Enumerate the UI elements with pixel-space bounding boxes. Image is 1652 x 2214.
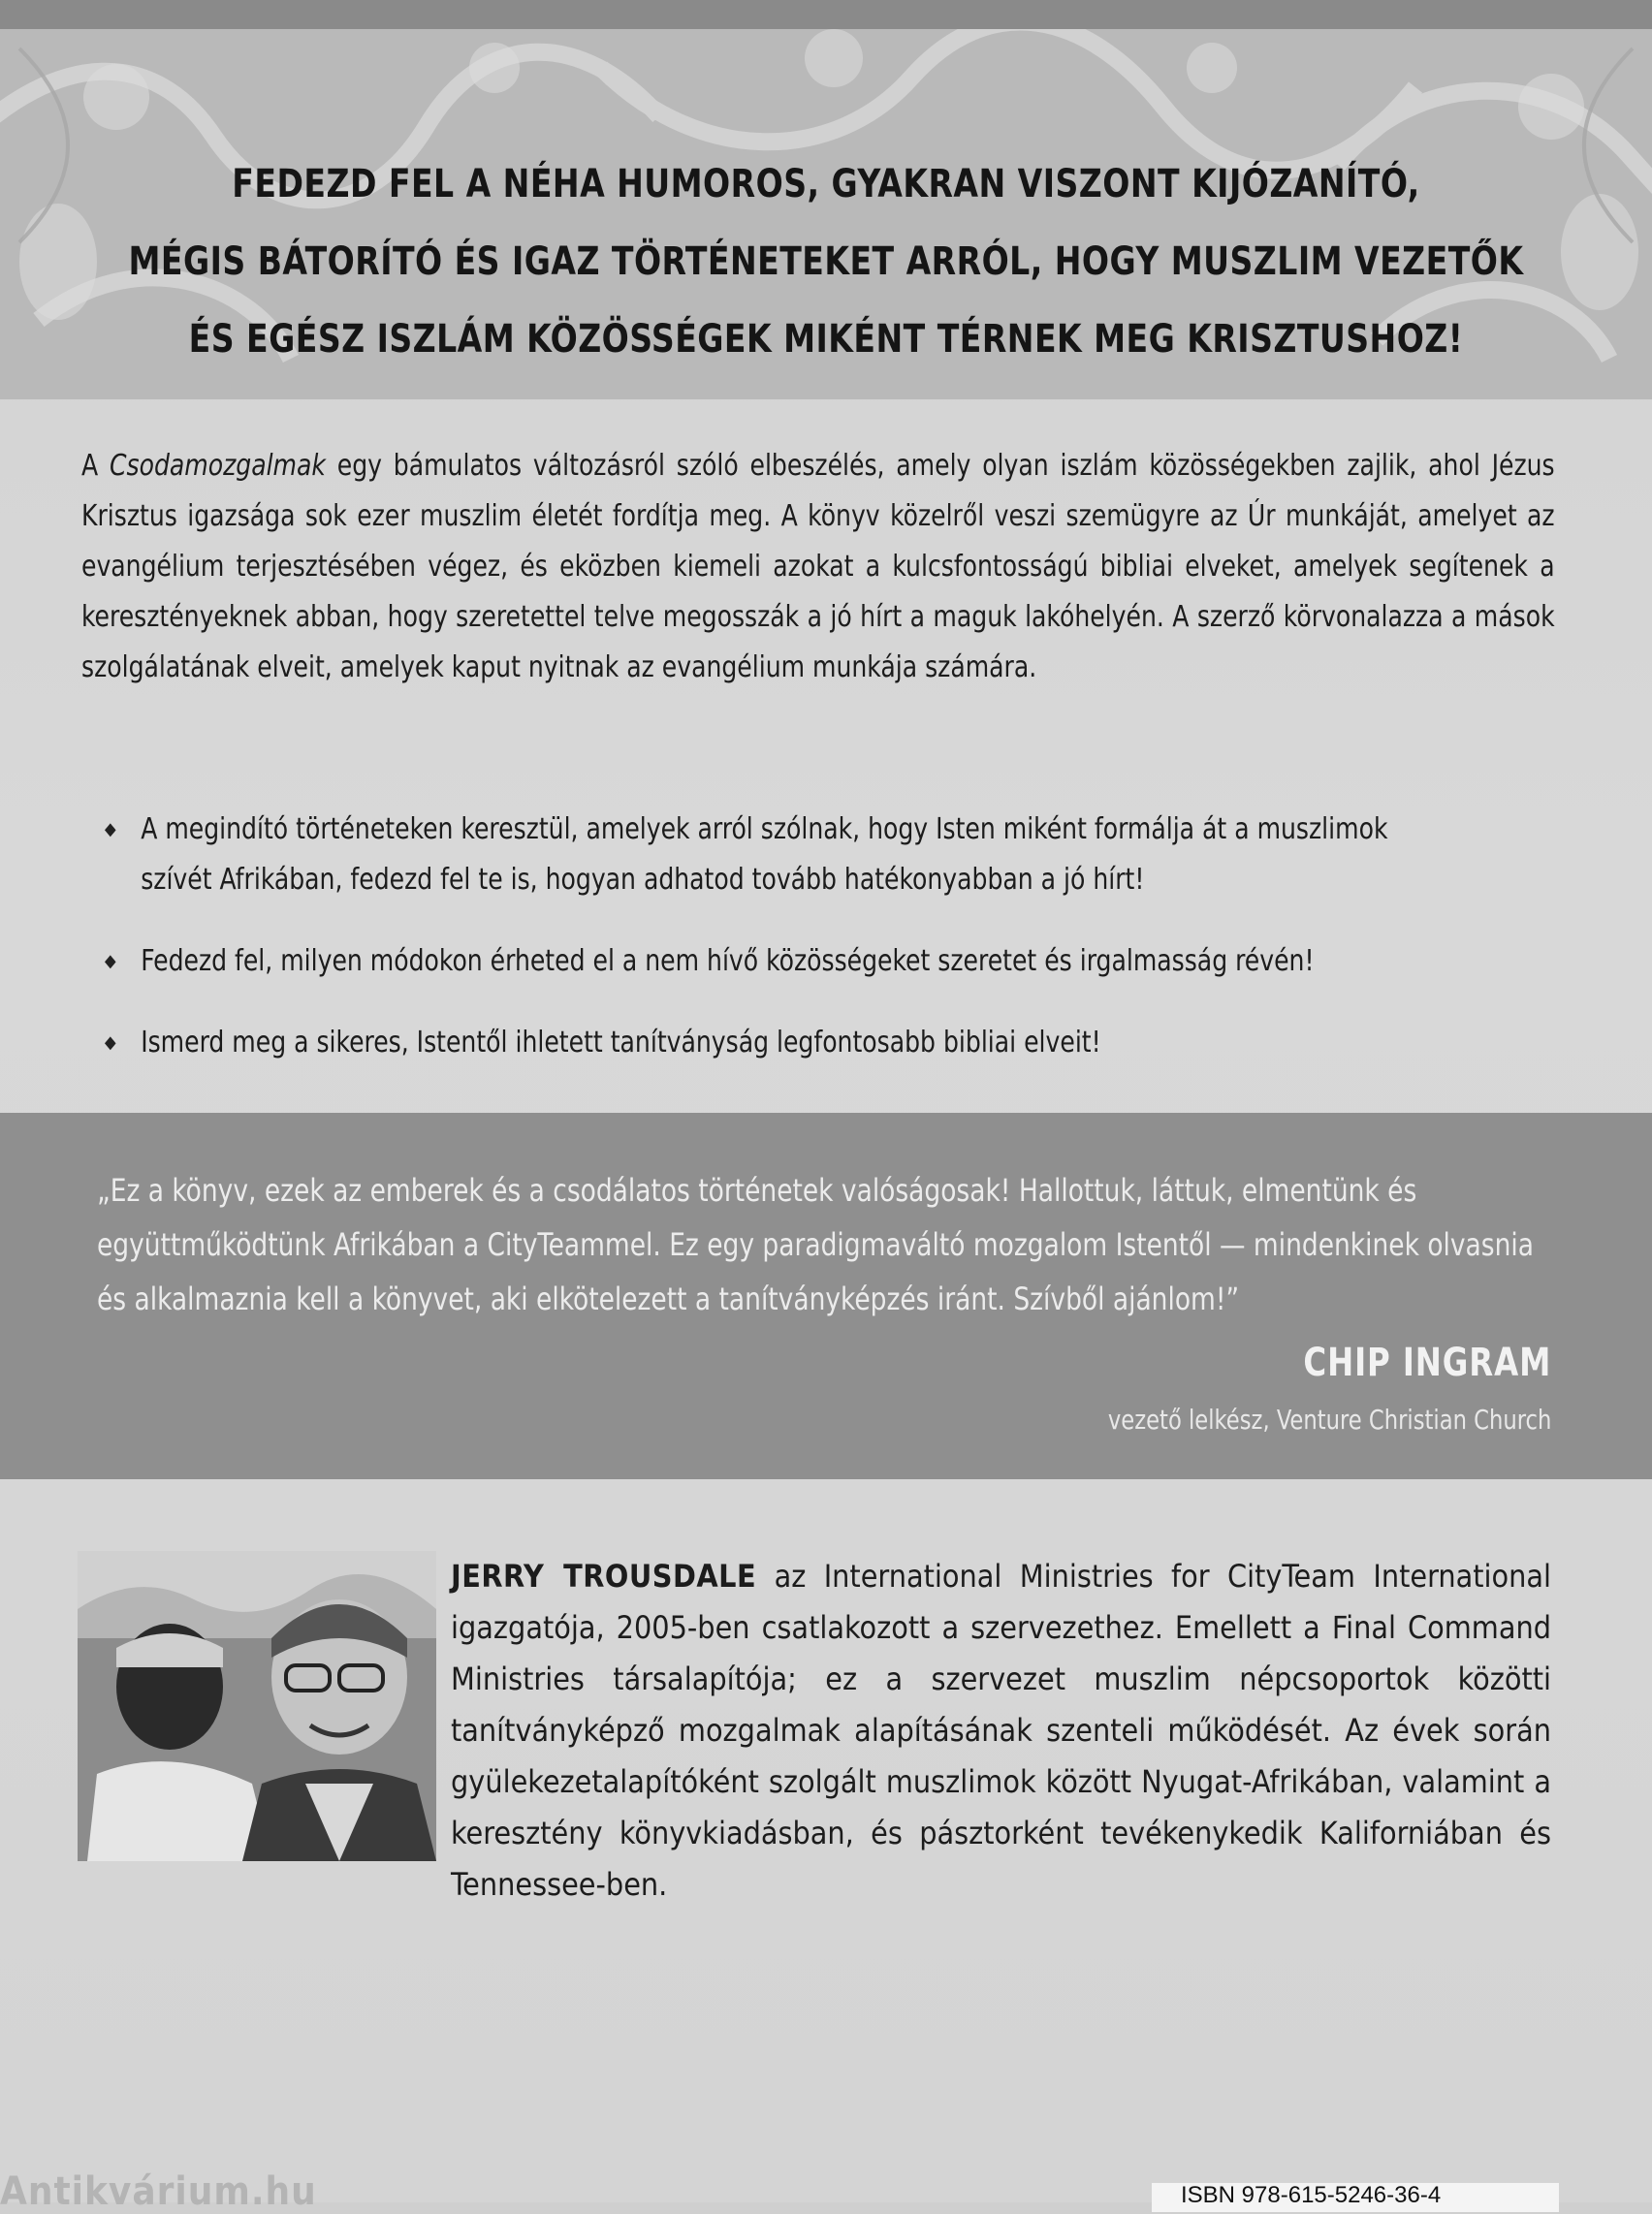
diamond-bullet-icon: ◆ [105,951,116,971]
intro-text: egy bámulatos változásról szóló elbeszélés, amely olyan iszlám közösségekben zajlik, ahol Jézus Krisztus igazsága sok ezer muszlim életét fordítja meg. A könyv közelről veszi szemügyre az Úr munkáját, amelyet az evangélium terjesztésében végez, és eközben kiemeli azokat a kulcsfontosságú bibliai elveket, amelyek segítenek a keresztényeknek abban, hogy szeretettel telve megosszák a jó hírt a maguk lakóhelyén. A szerző körvonalazza a mások szolgálatának elveit, amelyek kaput nyitnak az evangélium munkája számára. [81,449,1555,684]
list-item [105,1018,1529,1068]
photo-spacer [78,1551,451,1877]
headline [119,145,1532,378]
isbn-label: ISBN 978-615-5246-36-4 [1152,2183,1559,2212]
list-item [105,805,1529,905]
headline-line-3: ÉS EGÉSZ ISZLÁM KÖZÖSSÉGEK MIKÉNT TÉRNEK MEG KRISZTUSHOZ! [188,317,1464,362]
author-bio-text: az International Ministries for CityTeam International igazgatója, 2005-ben csatlakozott a szervezethez. Emellett a Final Command Ministries társalapítója; ez a szervezet muszlim népcsoportok közötti tanítványképző mozgalmak alapításának szenteli működését. Az évek során gyülekezetalapítóként szolgált muszlimok között Nyugat-Afrikában, valamint a keresztény könyvkiadásban, és pásztorként tevékenykedik Kaliforniában és Tennessee-ben. [451,1558,1552,1903]
testimonial-quote: „Ez a könyv, ezek az emberek és a csodálatos történetek valóságosak! Hallottuk, láttuk, elmentünk és együttműködtünk Afrikában a CityTeammel. Ez egy paradigmaváltó mozgalom Istentől — mindenkinek olvasnia és alkalmaznia kell a könyvet, aki elkötelezett a tanítványképzés iránt. Szívből ajánlom!” [97,1172,1534,1317]
intro-paragraph [81,441,1555,693]
testimonial-author: CHIP INGRAM [1303,1341,1551,1385]
list-item [105,936,1529,987]
ornament-banner [0,29,1652,399]
author-bio [78,1551,1551,1911]
bullet-text: A megindító történeteken keresztül, amelyek arról szólnak, hogy Isten miként formálja át a muszlimok szívét Afrikában, fedezd fel te is, hogyan adhatod tovább hatékonyabban a jó hírt! [141,812,1388,897]
headline-line-1: FEDEZD FEL A NÉHA HUMOROS, GYAKRAN VISZONT KIJÓZANÍTÓ, [232,162,1420,206]
top-edge-strip [0,0,1652,29]
diamond-bullet-icon: ◆ [105,1032,116,1053]
bullet-text: Ismerd meg a sikeres, Istentől ihletett tanítványság legfontosabb bibliai elveit! [141,1026,1101,1060]
headline-line-2: MÉGIS BÁTORÍTÓ ÉS IGAZ TÖRTÉNETEKET ARRÓL, HOGY MUSZLIM VEZETŐK [128,239,1524,284]
bullet-list [105,805,1529,1099]
diamond-bullet-icon: ◆ [105,819,116,839]
intro-prefix: A [81,449,99,483]
testimonial-role: vezető lelkész, Venture Christian Church [1107,1404,1551,1436]
bullet-text: Fedezd fel, milyen módokon érheted el a nem hívő közösségeket szeretet és irgalmasság révén! [141,944,1315,978]
author-name: JERRY TROUSDALE [451,1558,757,1595]
book-title: Csodamozgalmak [109,449,326,483]
watermark: Antikvárium.hu [0,2169,317,2214]
